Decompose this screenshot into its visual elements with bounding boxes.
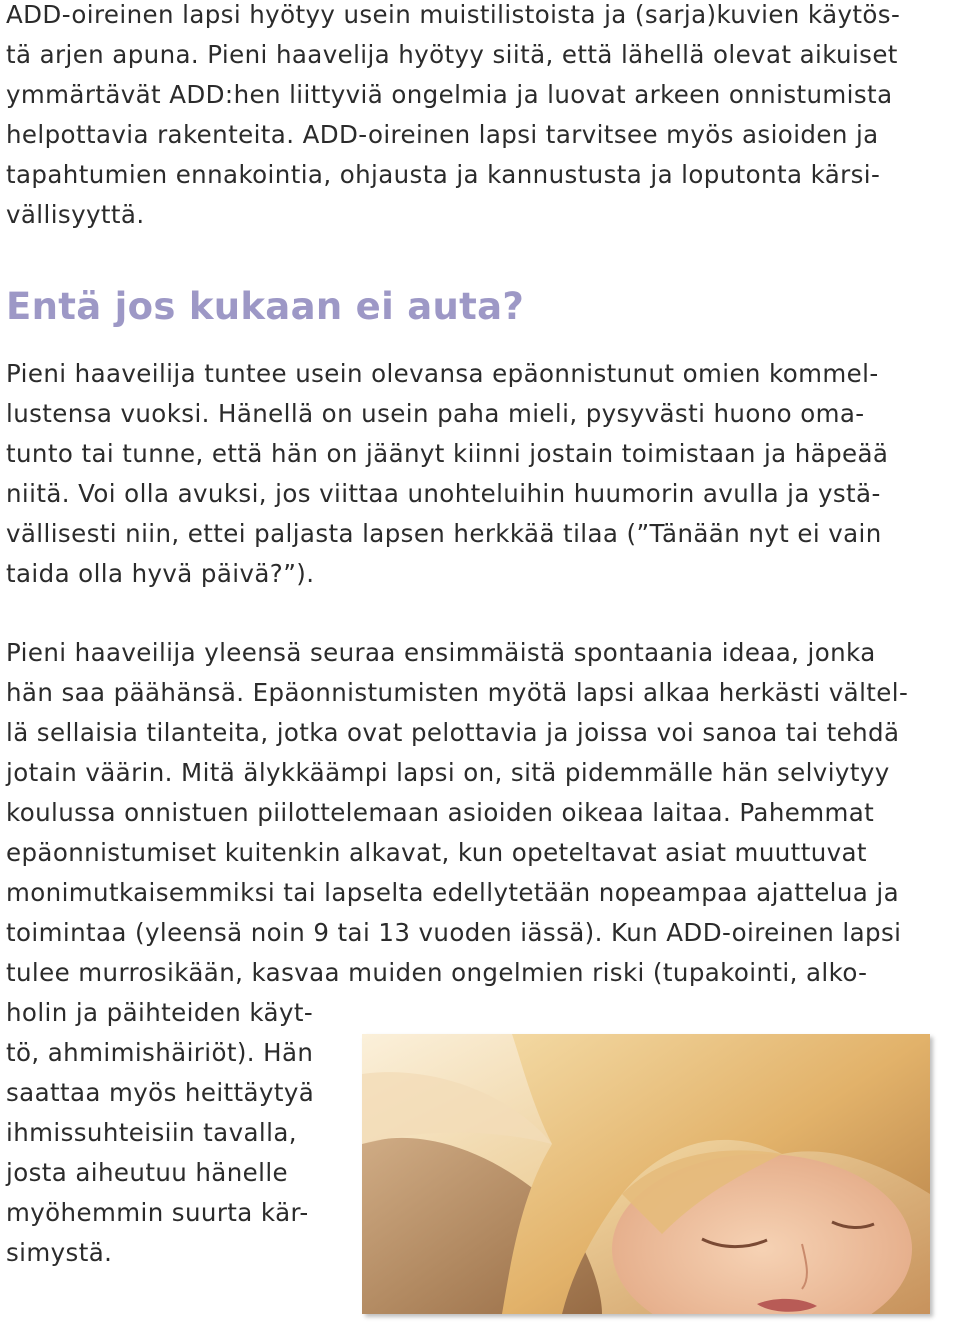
body-text-line: ihmissuhteisiin tavalla, xyxy=(6,1118,297,1147)
body-text-line: Pieni haaveilija yleensä seuraa ensimmäistä spontaania ideaa, jonka xyxy=(6,638,876,667)
body-text-line: Pieni haaveilija tuntee usein olevansa epäonnistunut omien kommel- xyxy=(6,359,879,388)
body-text-line: ADD-oireinen lapsi hyötyy usein muistilistoista ja (sarja)kuvien käytös- xyxy=(6,0,901,29)
child-photo-illustration xyxy=(362,1034,930,1314)
body-text-line: tulee murrosikään, kasvaa muiden ongelmien riski (tupakointi, alko- xyxy=(6,958,868,987)
body-text-line: josta aiheutuu hänelle xyxy=(6,1158,288,1187)
body-text-line: simystä. xyxy=(6,1238,113,1267)
body-text-line: ymmärtävät ADD:hen liittyviä ongelmia ja luovat arkeen onnistumista xyxy=(6,80,893,109)
body-text-line: koulussa onnistuen piilottelemaan asioiden oikeaa laitaa. Pahemmat xyxy=(6,798,875,827)
body-text-line: myöhemmin suurta kär- xyxy=(6,1198,309,1227)
section-heading: Entä jos kukaan ei auta? xyxy=(6,285,525,328)
body-text-line: tä arjen apuna. Pieni haavelija hyötyy siitä, että lähellä olevat aikuiset xyxy=(6,40,898,69)
body-text-line: monimutkaisemmiksi tai lapselta edellytetään nopeampaa ajattelua ja xyxy=(6,878,900,907)
body-text-line: saattaa myös heittäytyä xyxy=(6,1078,315,1107)
body-text-line: holin ja päihteiden käyt- xyxy=(6,998,314,1027)
body-text-line: hän saa päähänsä. Epäonnistumisten myötä lapsi alkaa herkästi vältel- xyxy=(6,678,909,707)
body-text-line: epäonnistumiset kuitenkin alkavat, kun opeteltavat asiat muuttuvat xyxy=(6,838,867,867)
body-text-line: lustensa vuoksi. Hänellä on usein paha mieli, pysyvästi huono oma- xyxy=(6,399,865,428)
body-text-line: tunto tai tunne, että hän on jäänyt kiinni jostain toimistaan ja häpeää xyxy=(6,439,889,468)
body-text-line: taida olla hyvä päivä?”). xyxy=(6,559,315,588)
child-photo xyxy=(362,1034,930,1314)
body-text-line: niitä. Voi olla avuksi, jos viittaa unohteluihin huumorin avulla ja ystä- xyxy=(6,479,881,508)
body-text-line: helpottavia rakenteita. ADD-oireinen lapsi tarvitsee myös asioiden ja xyxy=(6,120,879,149)
body-text-line: vällisyyttä. xyxy=(6,200,145,229)
body-text-line: tö, ahmimishäiriöt). Hän xyxy=(6,1038,314,1067)
body-text-line: jotain väärin. Mitä älykkäämpi lapsi on, sitä pidemmälle hän selviytyy xyxy=(6,758,890,787)
body-text-line: vällisesti niin, ettei paljasta lapsen herkkää tilaa (”Tänään nyt ei vain xyxy=(6,519,882,548)
body-text-line: toimintaa (yleensä noin 9 tai 13 vuoden iässä). Kun ADD-oireinen lapsi xyxy=(6,918,902,947)
body-text-line: tapahtumien ennakointia, ohjausta ja kannustusta ja loputonta kärsi- xyxy=(6,160,881,189)
body-text-line: lä sellaisia tilanteita, jotka ovat pelottavia ja joissa voi sanoa tai tehdä xyxy=(6,718,900,747)
